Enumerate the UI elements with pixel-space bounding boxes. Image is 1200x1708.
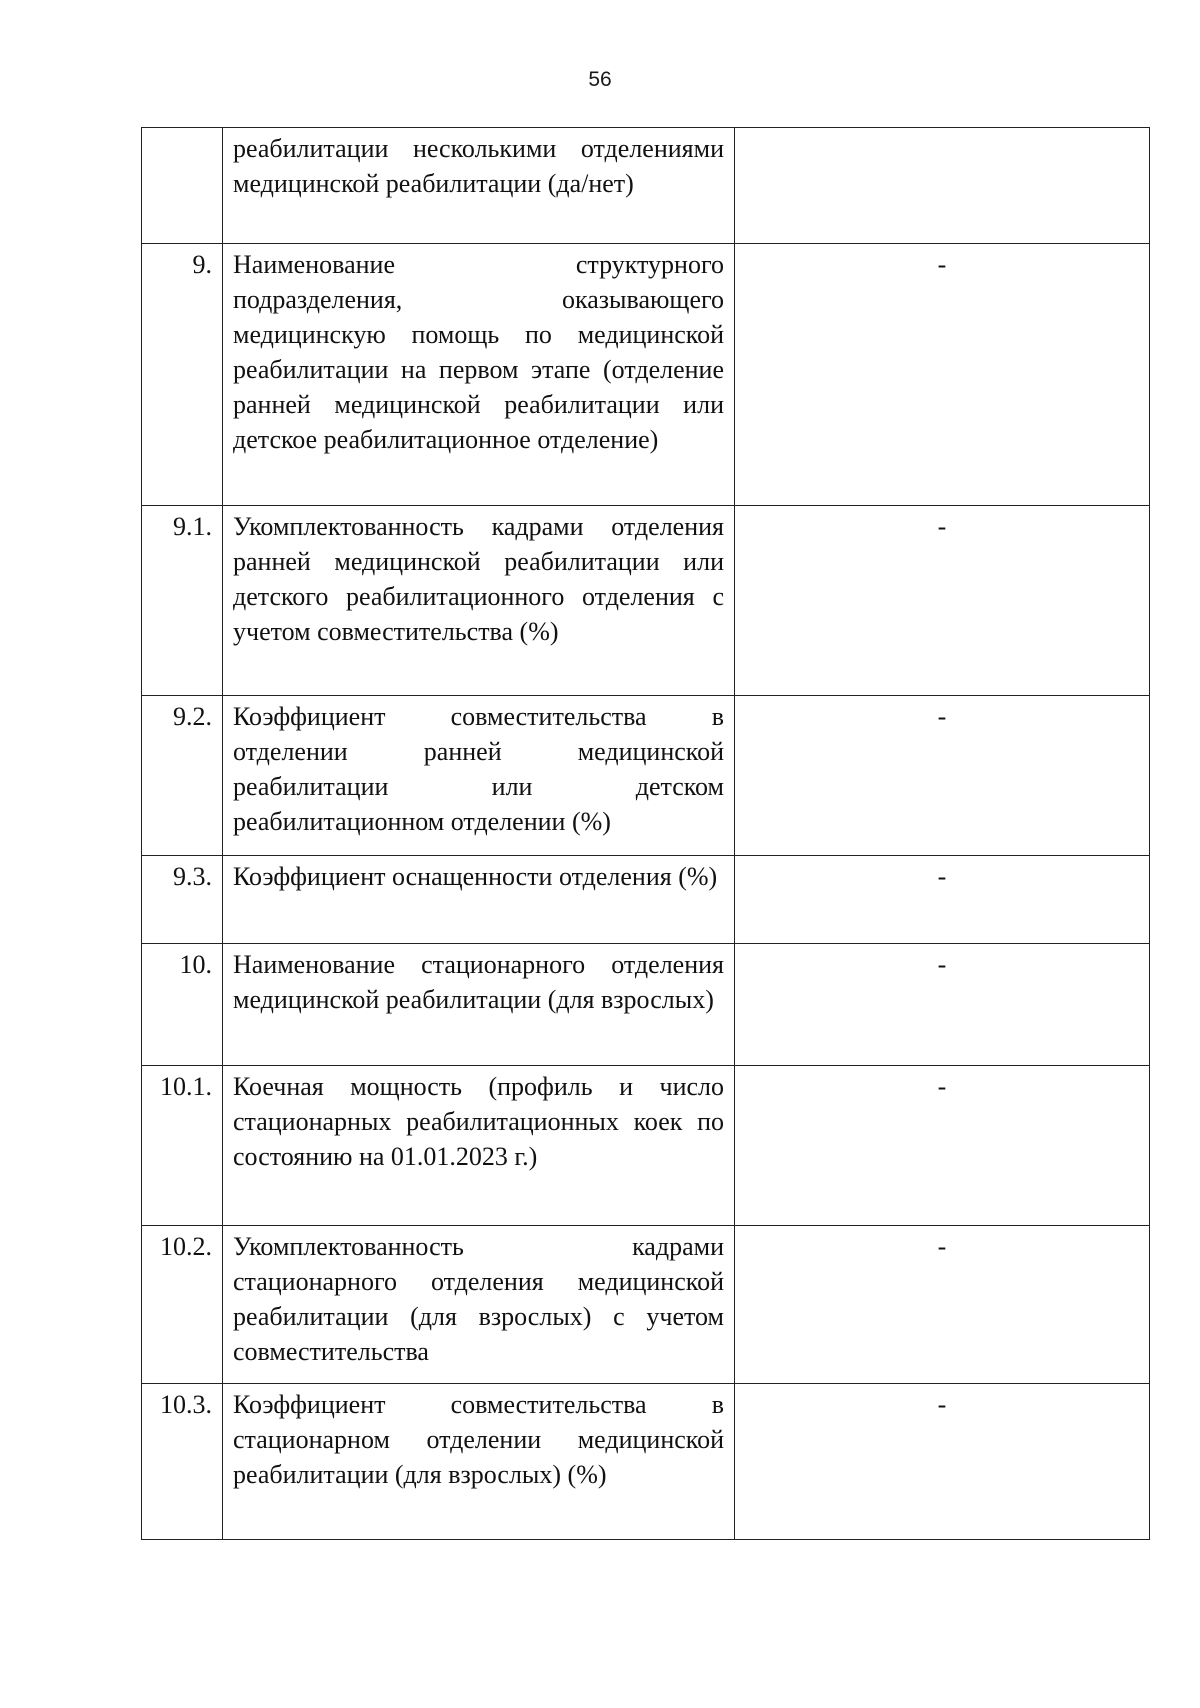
table-row xyxy=(142,128,1150,244)
row-value: - xyxy=(735,1226,1150,1384)
table-row xyxy=(142,856,1150,944)
table-row xyxy=(142,944,1150,1066)
row-number: 10.2. xyxy=(142,1226,223,1384)
row-description: Укомплектованность кадрами отделения ранней медицинской реабилитации или детского реабилитационного отделения с учетом совместительства (%) xyxy=(223,506,735,696)
row-value: - xyxy=(735,856,1150,944)
row-number: 9.1. xyxy=(142,506,223,696)
row-value xyxy=(735,128,1150,244)
table-row xyxy=(142,1226,1150,1384)
row-number: 10.1. xyxy=(142,1066,223,1226)
row-value: - xyxy=(735,506,1150,696)
row-description: Коэффициент совместительства в отделении ранней медицинской реабилитации или детском реабилитационном отделении (%) xyxy=(223,696,735,856)
row-number: 9. xyxy=(142,244,223,506)
document-table xyxy=(141,127,1150,1540)
row-description: Коечная мощность (профиль и число стационарных реабилитационных коек по состоянию на 01.01.2023 г.) xyxy=(223,1066,735,1226)
row-number: 9.3. xyxy=(142,856,223,944)
row-number xyxy=(142,128,223,244)
table-row xyxy=(142,696,1150,856)
row-description: Наименование структурного подразделения, оказывающего медицинскую помощь по медицинской реабилитации на первом этапе (отделение ранней медицинской реабилитации или детское реабилитационное отделение) xyxy=(223,244,735,506)
row-description: Наименование стационарного отделения медицинской реабилитации (для взрослых) xyxy=(223,944,735,1066)
page-number: 56 xyxy=(588,68,612,91)
row-description: Коэффициент оснащенности отделения (%) xyxy=(223,856,735,944)
row-value: - xyxy=(735,944,1150,1066)
row-description: Коэффициент совместительства в стационарном отделении медицинской реабилитации (для взрослых) (%) xyxy=(223,1384,735,1540)
row-number: 10. xyxy=(142,944,223,1066)
row-value: - xyxy=(735,244,1150,506)
row-value: - xyxy=(735,1066,1150,1226)
row-description: реабилитации несколькими отделениями медицинской реабилитации (да/нет) xyxy=(223,128,735,244)
row-number: 10.3. xyxy=(142,1384,223,1540)
row-value: - xyxy=(735,696,1150,856)
row-value: - xyxy=(735,1384,1150,1540)
row-number: 9.2. xyxy=(142,696,223,856)
table-row xyxy=(142,244,1150,506)
table-row xyxy=(142,506,1150,696)
table-row xyxy=(142,1066,1150,1226)
table-row xyxy=(142,1384,1150,1540)
row-description: Укомплектованность кадрами стационарного отделения медицинской реабилитации (для взрослых) с учетом совместительства xyxy=(223,1226,735,1384)
